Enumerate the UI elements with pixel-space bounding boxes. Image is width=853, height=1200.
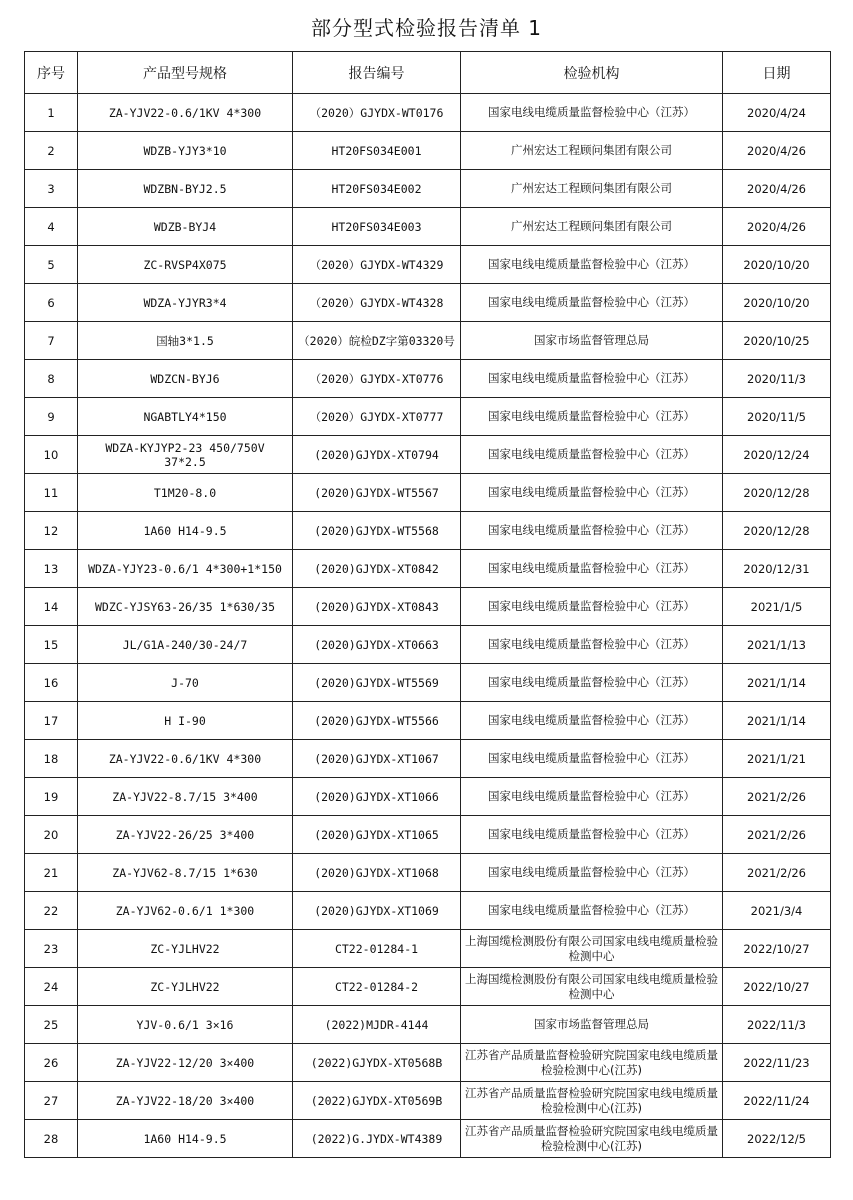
cell-index: 16 bbox=[25, 664, 78, 702]
cell-date: 2021/2/26 bbox=[723, 816, 831, 854]
cell-index: 5 bbox=[25, 246, 78, 284]
cell-org: 国家电线电缆质量监督检验中心（江苏） bbox=[461, 246, 723, 284]
cell-model: NGABTLY4*150 bbox=[78, 398, 293, 436]
cell-model: WDZBN-BYJ2.5 bbox=[78, 170, 293, 208]
table-row bbox=[25, 968, 831, 1006]
table-row bbox=[25, 436, 831, 474]
cell-date: 2022/10/27 bbox=[723, 930, 831, 968]
header-date: 日期 bbox=[723, 52, 831, 94]
table-row bbox=[25, 208, 831, 246]
cell-report-no: （2020）皖检DZ字第03320号 bbox=[293, 322, 461, 360]
cell-model: J-70 bbox=[78, 664, 293, 702]
cell-org: 国家市场监督管理总局 bbox=[461, 1006, 723, 1044]
cell-report-no: HT20FS034E002 bbox=[293, 170, 461, 208]
header-row bbox=[25, 52, 831, 94]
cell-model: WDZA-YJYR3*4 bbox=[78, 284, 293, 322]
cell-report-no: (2022)GJYDX-XT0569B bbox=[293, 1082, 461, 1120]
cell-date: 2020/10/25 bbox=[723, 322, 831, 360]
cell-date: 2021/1/13 bbox=[723, 626, 831, 664]
cell-org: 广州宏达工程顾问集团有限公司 bbox=[461, 208, 723, 246]
cell-org: 国家电线电缆质量监督检验中心（江苏） bbox=[461, 588, 723, 626]
cell-model: ZC-YJLHV22 bbox=[78, 930, 293, 968]
cell-report-no: （2020）GJYDX-WT4329 bbox=[293, 246, 461, 284]
cell-index: 27 bbox=[25, 1082, 78, 1120]
cell-model: ZA-YJV22-18/20 3×400 bbox=[78, 1082, 293, 1120]
cell-org: 上海国缆检测股份有限公司国家电线电缆质量检验检测中心 bbox=[461, 968, 723, 1006]
table-row bbox=[25, 1044, 831, 1082]
table-row bbox=[25, 322, 831, 360]
table-row bbox=[25, 1120, 831, 1158]
cell-date: 2020/10/20 bbox=[723, 284, 831, 322]
cell-org: 国家电线电缆质量监督检验中心（江苏） bbox=[461, 740, 723, 778]
cell-index: 15 bbox=[25, 626, 78, 664]
cell-index: 12 bbox=[25, 512, 78, 550]
cell-org: 国家电线电缆质量监督检验中心（江苏） bbox=[461, 474, 723, 512]
cell-report-no: (2022)GJYDX-XT0568B bbox=[293, 1044, 461, 1082]
cell-model: WDZA-KYJYP2-23 450/750V 37*2.5 bbox=[78, 436, 293, 474]
cell-org: 国家电线电缆质量监督检验中心（江苏） bbox=[461, 702, 723, 740]
cell-report-no: （2020）GJYDX-WT4328 bbox=[293, 284, 461, 322]
cell-index: 24 bbox=[25, 968, 78, 1006]
cell-model: ZA-YJV22-8.7/15 3*400 bbox=[78, 778, 293, 816]
cell-date: 2020/4/26 bbox=[723, 208, 831, 246]
cell-report-no: (2020)GJYDX-XT1065 bbox=[293, 816, 461, 854]
header-model: 产品型号规格 bbox=[78, 52, 293, 94]
table-row bbox=[25, 588, 831, 626]
cell-report-no: (2020)GJYDX-WT5566 bbox=[293, 702, 461, 740]
cell-date: 2020/4/26 bbox=[723, 132, 831, 170]
cell-org: 国家电线电缆质量监督检验中心（江苏） bbox=[461, 626, 723, 664]
cell-model: ZC-YJLHV22 bbox=[78, 968, 293, 1006]
page-title: 部分型式检验报告清单 1 bbox=[310, 16, 543, 40]
cell-report-no: (2020)GJYDX-XT0843 bbox=[293, 588, 461, 626]
cell-date: 2020/10/20 bbox=[723, 246, 831, 284]
cell-date: 2021/2/26 bbox=[723, 778, 831, 816]
cell-index: 7 bbox=[25, 322, 78, 360]
cell-org: 江苏省产品质量监督检验研究院国家电线电缆质量检验检测中心(江苏) bbox=[461, 1082, 723, 1120]
cell-date: 2020/11/5 bbox=[723, 398, 831, 436]
table-row bbox=[25, 702, 831, 740]
table-row bbox=[25, 930, 831, 968]
cell-date: 2021/2/26 bbox=[723, 854, 831, 892]
cell-index: 23 bbox=[25, 930, 78, 968]
cell-org: 广州宏达工程顾问集团有限公司 bbox=[461, 132, 723, 170]
cell-report-no: CT22-01284-2 bbox=[293, 968, 461, 1006]
cell-model: ZA-YJV22-12/20 3×400 bbox=[78, 1044, 293, 1082]
cell-date: 2021/3/4 bbox=[723, 892, 831, 930]
cell-report-no: （2020）GJYDX-XT0776 bbox=[293, 360, 461, 398]
cell-model: ZA-YJV62-0.6/1 1*300 bbox=[78, 892, 293, 930]
table-row bbox=[25, 740, 831, 778]
cell-org: 上海国缆检测股份有限公司国家电线电缆质量检验检测中心 bbox=[461, 930, 723, 968]
cell-model: ZA-YJV22-0.6/1KV 4*300 bbox=[78, 94, 293, 132]
cell-date: 2022/10/27 bbox=[723, 968, 831, 1006]
cell-index: 18 bbox=[25, 740, 78, 778]
cell-index: 9 bbox=[25, 398, 78, 436]
cell-org: 江苏省产品质量监督检验研究院国家电线电缆质量检验检测中心(江苏) bbox=[461, 1044, 723, 1082]
cell-index: 4 bbox=[25, 208, 78, 246]
cell-model: JL/G1A-240/30-24/7 bbox=[78, 626, 293, 664]
cell-date: 2022/11/24 bbox=[723, 1082, 831, 1120]
cell-date: 2020/4/24 bbox=[723, 94, 831, 132]
cell-org: 国家市场监督管理总局 bbox=[461, 322, 723, 360]
table-row bbox=[25, 474, 831, 512]
cell-model: 国轴3*1.5 bbox=[78, 322, 293, 360]
cell-index: 10 bbox=[25, 436, 78, 474]
cell-org: 国家电线电缆质量监督检验中心（江苏） bbox=[461, 436, 723, 474]
cell-index: 19 bbox=[25, 778, 78, 816]
cell-report-no: (2020)GJYDX-WT5568 bbox=[293, 512, 461, 550]
cell-date: 2022/11/23 bbox=[723, 1044, 831, 1082]
cell-report-no: (2020)GJYDX-XT0842 bbox=[293, 550, 461, 588]
cell-model: WDZA-YJY23-0.6/1 4*300+1*150 bbox=[78, 550, 293, 588]
cell-org: 江苏省产品质量监督检验研究院国家电线电缆质量检验检测中心(江苏) bbox=[461, 1120, 723, 1158]
cell-model: 1A60 H14-9.5 bbox=[78, 1120, 293, 1158]
table-row bbox=[25, 246, 831, 284]
cell-index: 25 bbox=[25, 1006, 78, 1044]
cell-org: 国家电线电缆质量监督检验中心（江苏） bbox=[461, 664, 723, 702]
cell-index: 28 bbox=[25, 1120, 78, 1158]
cell-report-no: (2020)GJYDX-XT1066 bbox=[293, 778, 461, 816]
cell-date: 2020/12/28 bbox=[723, 474, 831, 512]
cell-report-no: (2020)GJYDX-XT0794 bbox=[293, 436, 461, 474]
cell-model: ZA-YJV22-26/25 3*400 bbox=[78, 816, 293, 854]
table-body bbox=[25, 94, 831, 1158]
cell-report-no: HT20FS034E001 bbox=[293, 132, 461, 170]
cell-report-no: (2022)G.JYDX-WT4389 bbox=[293, 1120, 461, 1158]
cell-org: 国家电线电缆质量监督检验中心（江苏） bbox=[461, 94, 723, 132]
cell-org: 国家电线电缆质量监督检验中心（江苏） bbox=[461, 550, 723, 588]
cell-report-no: (2022)MJDR-4144 bbox=[293, 1006, 461, 1044]
table-row bbox=[25, 550, 831, 588]
cell-report-no: HT20FS034E003 bbox=[293, 208, 461, 246]
header-org: 检验机构 bbox=[461, 52, 723, 94]
cell-index: 13 bbox=[25, 550, 78, 588]
cell-org: 国家电线电缆质量监督检验中心（江苏） bbox=[461, 778, 723, 816]
table-row bbox=[25, 94, 831, 132]
cell-date: 2022/11/3 bbox=[723, 1006, 831, 1044]
cell-date: 2021/1/14 bbox=[723, 702, 831, 740]
header-index: 序号 bbox=[25, 52, 78, 94]
report-table bbox=[24, 51, 831, 1158]
table-row bbox=[25, 854, 831, 892]
cell-index: 17 bbox=[25, 702, 78, 740]
cell-org: 广州宏达工程顾问集团有限公司 bbox=[461, 170, 723, 208]
cell-report-no: (2020)GJYDX-WT5567 bbox=[293, 474, 461, 512]
cell-model: H I-90 bbox=[78, 702, 293, 740]
cell-report-no: CT22-01284-1 bbox=[293, 930, 461, 968]
cell-date: 2020/4/26 bbox=[723, 170, 831, 208]
cell-org: 国家电线电缆质量监督检验中心（江苏） bbox=[461, 398, 723, 436]
cell-report-no: (2020)GJYDX-WT5569 bbox=[293, 664, 461, 702]
table-row bbox=[25, 892, 831, 930]
cell-date: 2021/1/5 bbox=[723, 588, 831, 626]
cell-index: 14 bbox=[25, 588, 78, 626]
table-row bbox=[25, 360, 831, 398]
table-row bbox=[25, 664, 831, 702]
cell-report-no: (2020)GJYDX-XT1068 bbox=[293, 854, 461, 892]
cell-org: 国家电线电缆质量监督检验中心（江苏） bbox=[461, 512, 723, 550]
cell-report-no: （2020）GJYDX-XT0777 bbox=[293, 398, 461, 436]
cell-model: YJV-0.6/1 3×16 bbox=[78, 1006, 293, 1044]
cell-org: 国家电线电缆质量监督检验中心（江苏） bbox=[461, 892, 723, 930]
cell-index: 20 bbox=[25, 816, 78, 854]
cell-model: ZC-RVSP4X075 bbox=[78, 246, 293, 284]
cell-date: 2020/12/24 bbox=[723, 436, 831, 474]
table-row bbox=[25, 398, 831, 436]
cell-model: WDZC-YJSY63-26/35 1*630/35 bbox=[78, 588, 293, 626]
cell-index: 11 bbox=[25, 474, 78, 512]
table-row bbox=[25, 778, 831, 816]
table-row bbox=[25, 132, 831, 170]
cell-index: 22 bbox=[25, 892, 78, 930]
cell-index: 6 bbox=[25, 284, 78, 322]
cell-report-no: （2020）GJYDX-WT0176 bbox=[293, 94, 461, 132]
cell-org: 国家电线电缆质量监督检验中心（江苏） bbox=[461, 816, 723, 854]
cell-index: 2 bbox=[25, 132, 78, 170]
cell-model: WDZCN-BYJ6 bbox=[78, 360, 293, 398]
cell-report-no: (2020)GJYDX-XT1067 bbox=[293, 740, 461, 778]
cell-date: 2022/12/5 bbox=[723, 1120, 831, 1158]
cell-date: 2021/1/21 bbox=[723, 740, 831, 778]
cell-date: 2020/11/3 bbox=[723, 360, 831, 398]
table-row bbox=[25, 284, 831, 322]
table-row bbox=[25, 1006, 831, 1044]
cell-report-no: (2020)GJYDX-XT1069 bbox=[293, 892, 461, 930]
cell-org: 国家电线电缆质量监督检验中心（江苏） bbox=[461, 360, 723, 398]
cell-model: ZA-YJV22-0.6/1KV 4*300 bbox=[78, 740, 293, 778]
cell-model: 1A60 H14-9.5 bbox=[78, 512, 293, 550]
cell-model: WDZB-BYJ4 bbox=[78, 208, 293, 246]
cell-model: ZA-YJV62-8.7/15 1*630 bbox=[78, 854, 293, 892]
table-row bbox=[25, 512, 831, 550]
table-row bbox=[25, 170, 831, 208]
cell-date: 2021/1/14 bbox=[723, 664, 831, 702]
cell-date: 2020/12/31 bbox=[723, 550, 831, 588]
table-row bbox=[25, 816, 831, 854]
cell-date: 2020/12/28 bbox=[723, 512, 831, 550]
table-row bbox=[25, 626, 831, 664]
cell-index: 26 bbox=[25, 1044, 78, 1082]
header-report-no: 报告编号 bbox=[293, 52, 461, 94]
cell-model: WDZB-YJY3*10 bbox=[78, 132, 293, 170]
cell-index: 8 bbox=[25, 360, 78, 398]
cell-report-no: (2020)GJYDX-XT0663 bbox=[293, 626, 461, 664]
cell-model: T1M20-8.0 bbox=[78, 474, 293, 512]
table-row bbox=[25, 1082, 831, 1120]
cell-org: 国家电线电缆质量监督检验中心（江苏） bbox=[461, 284, 723, 322]
cell-index: 21 bbox=[25, 854, 78, 892]
cell-index: 3 bbox=[25, 170, 78, 208]
cell-org: 国家电线电缆质量监督检验中心（江苏） bbox=[461, 854, 723, 892]
cell-index: 1 bbox=[25, 94, 78, 132]
